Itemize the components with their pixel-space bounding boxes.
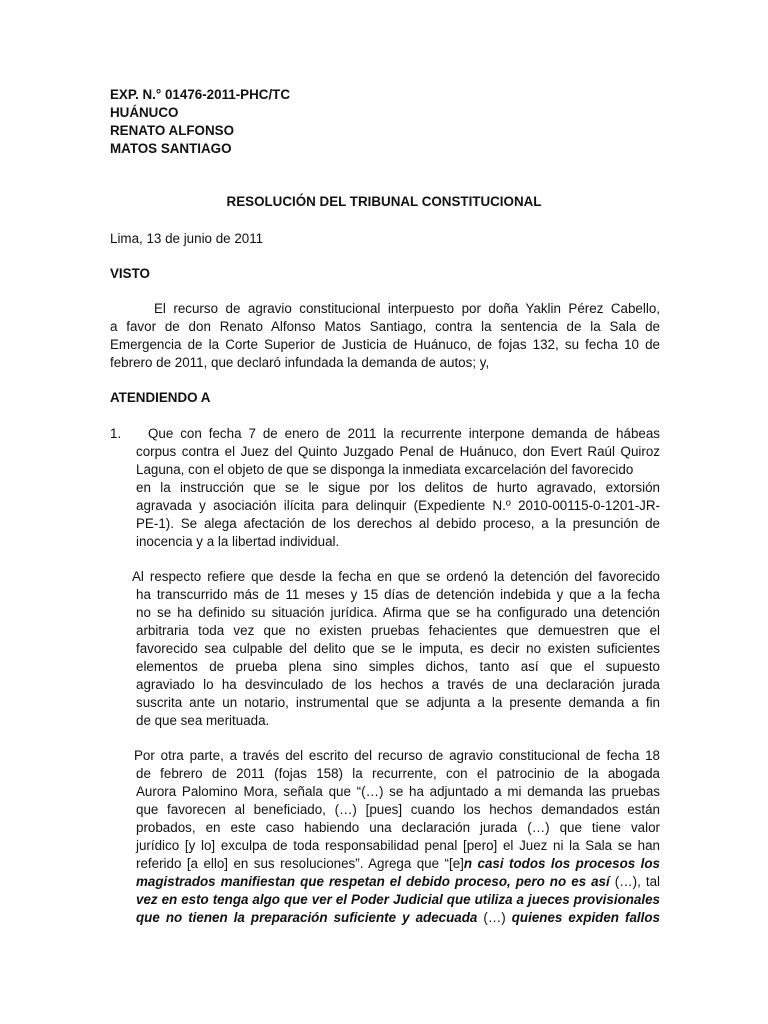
paragraph-3-line: probados, en este caso habiendo una declaración jurada (…) que tiene valor <box>136 820 660 835</box>
party-name-line-2: MATOS SANTIAGO <box>110 141 232 156</box>
visto-line: a favor de don Renato Alfonso Matos Santiago, contra la sentencia de la Sala de <box>110 319 660 334</box>
paragraph-3-line: Por otra parte, a través del escrito del recurso de agravio constitucional de fecha 18 <box>134 748 660 763</box>
document-date: Lima, 13 de junio de 2011 <box>110 231 264 246</box>
paragraph-1-line: inocencia y a la libertad individual. <box>136 534 340 549</box>
paragraph-3-quote: quienes expiden fallos <box>511 910 660 925</box>
paragraph-3-text: referido [a ello] en sus resoluciones”. Agrega que “[e] <box>136 856 464 871</box>
paragraph-1-line: en la instrucción que se le sigue por los delitos de hurto agravado, extorsión <box>136 480 660 495</box>
paragraph-2-line: ha transcurrido más de 11 meses y 15 días de detención indebida y que a la fecha <box>136 587 660 602</box>
paragraph-2-line: favorecido sea culpable del delito que se le imputa, es decir no existen suficientes <box>136 641 660 656</box>
paragraph-3-quote: magistrados manifiestan que respetan el debido proceso, pero no es así <box>136 874 610 889</box>
case-location: HUÁNUCO <box>110 105 179 120</box>
paragraph-3-line: de febrero de 2011 (fojas 158) la recurrente, con el patrocinio de la abogada <box>136 766 660 781</box>
paragraph-3-quote: n casi todos los procesos los <box>463 856 660 871</box>
paragraph-3-line: Aurora Palomino Mora, señala que “(…) se ha adjuntado a mi demanda las pruebas <box>136 784 660 799</box>
atendiendo-heading: ATENDIENDO A <box>110 390 211 405</box>
document-title: RESOLUCIÓN DEL TRIBUNAL CONSTITUCIONAL <box>226 194 542 209</box>
paragraph-3-line <box>136 873 660 891</box>
paragraph-1-line: Que con fecha 7 de enero de 2011 la recurrente interpone demanda de hábeas <box>148 426 660 441</box>
paragraph-3-quote: vez en esto tenga algo que ver el Poder Judicial que utiliza a jueces provisionales <box>136 892 660 907</box>
visto-heading: VISTO <box>110 266 150 281</box>
case-number: EXP. N.° 01476-2011-PHC/TC <box>110 87 291 102</box>
item-number: 1. <box>110 426 122 441</box>
visto-line: febrero de 2011, que declaró infundada la demanda de autos; y, <box>110 355 490 370</box>
paragraph-1-line: PE-1). Se alega afectación de los derechos al debido proceso, a la presunción de <box>136 516 660 531</box>
paragraph-3-line <box>136 855 660 873</box>
paragraph-3-ellipsis: (…), tal <box>614 874 660 889</box>
paragraph-3-quote: que no tienen la preparación suficiente y adecuada <box>136 910 478 925</box>
paragraph-3-line: que favorecen al beneficiado, (…) [pues] cuando los hechos demandados están <box>136 802 660 817</box>
paragraph-2-line: suscrita ante un notario, instrumental que se adjunta a la presente demanda a fin <box>136 695 660 710</box>
paragraph-3-line <box>136 891 660 909</box>
paragraph-3-line: jurídico [y lo] exculpa de toda responsabilidad penal [pero] el Juez ni la Sala se han <box>136 838 660 853</box>
paragraph-3-line <box>136 909 660 927</box>
paragraph-2-line: arbitraria toda vez que no existen pruebas fehacientes que demuestren que el <box>136 623 660 638</box>
paragraph-2-line: Al respecto refiere que desde la fecha en que se ordenó la detención del favorecido <box>132 569 660 584</box>
visto-line: Emergencia de la Corte Superior de Justicia de Huánuco, de fojas 132, su fecha 10 de <box>110 337 660 352</box>
paragraph-1-line: agravada y asociación ilícita para delinquir (Expediente N.º 2010-00115-0-1201-JR- <box>136 498 660 513</box>
paragraph-2-line: agraviado lo ha desvinculado de los hechos a través de una declaración jurada <box>136 677 660 692</box>
visto-line: El recurso de agravio constitucional interpuesto por doña Yaklin Pérez Cabello, <box>154 301 660 316</box>
party-name-line-1: RENATO ALFONSO <box>110 123 234 138</box>
paragraph-1-line: corpus contra el Juez del Quinto Juzgado Penal de Huánuco, don Evert Raúl Quiroz <box>136 444 660 459</box>
paragraph-3-ellipsis: (…) <box>483 910 506 925</box>
paragraph-1-line: Laguna, con el objeto de que se disponga la inmediata excarcelación del favorecido <box>136 462 634 477</box>
paragraph-2-line: elementos de prueba plena sino simples dichos, tanto así que el supuesto <box>136 659 660 674</box>
paragraph-2-line: no se ha definido su situación jurídica. Afirma que se ha configurado una detención <box>136 605 660 620</box>
paragraph-2-line: de que sea merituada. <box>136 713 270 728</box>
